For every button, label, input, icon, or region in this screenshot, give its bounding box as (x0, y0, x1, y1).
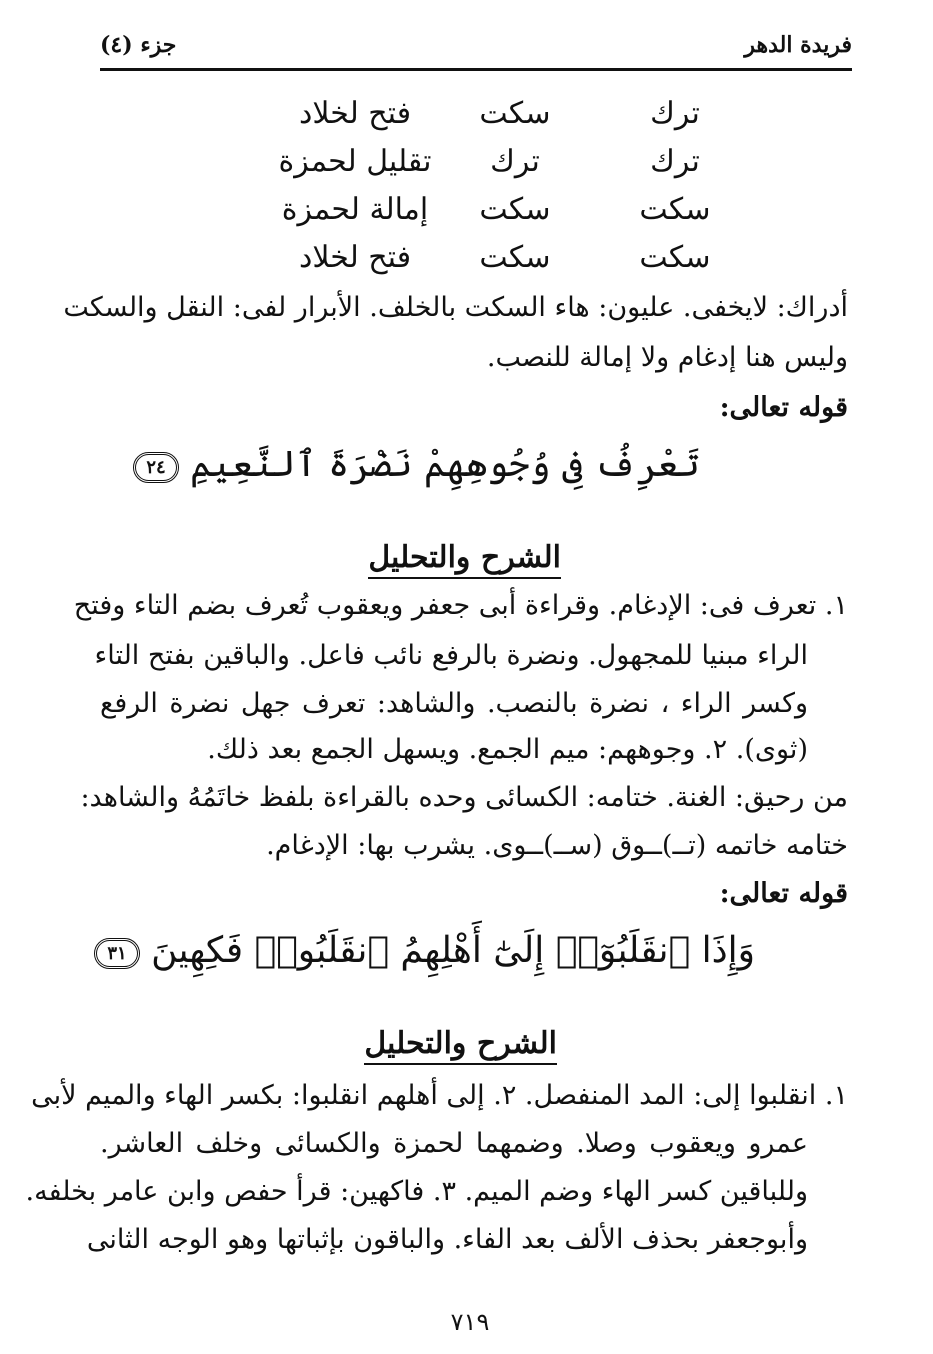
explanation-line: وللباقين كسر الهاء وضم الميم. ٣. فاكهين: قرأ حفص وابن عامر بخلفه. (25, 1176, 808, 1207)
table-cell: ترك (650, 96, 700, 131)
table-row (270, 96, 720, 144)
page-number: ٧١٩ (450, 1308, 490, 1336)
table-cell: إمالة لحمزة (281, 192, 429, 227)
intro-line: أدراك: لايخفى. عليون: هاء السكت بالخلف. الأبرار لفى: النقل والسكت (63, 292, 848, 323)
explanation-line: ختامه خاتمه (تــ)ــوق (ســ)ــوى. يشرب بها: الإدغام. (266, 830, 848, 861)
table-row (270, 192, 720, 240)
table-cell: ترك (650, 144, 700, 179)
table-row (270, 144, 720, 192)
section-title: الشرح والتحليل (368, 540, 561, 579)
book-title: فريدة الدهر (744, 32, 852, 58)
explanation-line: (ثوى). ٢. وجوههم: ميم الجمع. ويسهل الجمع بعد ذلك. (207, 734, 808, 765)
intro-line: وليس هنا إدغام ولا إمالة للنصب. (486, 342, 848, 373)
ayah-number: ٣١ (94, 938, 139, 969)
table-cell: سكت (479, 192, 551, 227)
verse-label: قوله تعالى: (719, 392, 848, 423)
page-header (100, 28, 852, 71)
readings-table (270, 96, 720, 288)
verse-text: وَإِذَا ٱنقَلَبُوٓا۟ إِلَىٰٓ أَهْلِهِمُ ٱنقَلَبُوا۟ فَكِهِينَ (151, 930, 755, 971)
table-cell: سكت (479, 96, 551, 131)
explanation-line: ١. انقلبوا إلى: المد المنفصل. ٢. إلى أهلهم انقلبوا: بكسر الهاء والميم لأبى (31, 1080, 848, 1111)
verse-text: تَعْرِفُ فِى وُجُوهِهِمْ نَضْرَةَ ٱلنَّعِيمِ (190, 444, 700, 485)
explanation-line: الراء مبنيا للمجهول. ونضرة بالرفع نائب فاعل. والباقين بفتح التاء (94, 640, 808, 671)
table-cell: ترك (490, 144, 540, 179)
table-cell: تقليل لحمزة (278, 144, 432, 179)
table-cell: فتح لخلاد (298, 240, 412, 275)
ayah-number: ٢٤ (133, 452, 178, 483)
table-cell: سكت (639, 192, 711, 227)
explanation-line: من رحيق: الغنة. ختامه: الكسائى وحده بالقراءة بلفظ خاتَمُهُ والشاهد: (80, 782, 848, 813)
section-title: الشرح والتحليل (364, 1026, 557, 1065)
table-cell: سكت (639, 240, 711, 275)
table-row (270, 240, 720, 288)
part-number: جزء (٤) (100, 32, 177, 58)
quran-verse (127, 444, 700, 485)
table-cell: سكت (479, 240, 551, 275)
quran-verse (88, 930, 755, 971)
table-cell: فتح لخلاد (298, 96, 412, 131)
explanation-line: وأبوجعفر بحذف الألف بعد الفاء. والباقون بإثباتها وهو الوجه الثانى (86, 1224, 808, 1255)
verse-label: قوله تعالى: (719, 878, 848, 909)
explanation-line: وكسر الراء ، نضرة بالنصب. والشاهد: تعرف جهل نضرة الرفع (100, 688, 808, 719)
explanation-line: ١. تعرف فى: الإدغام. وقراءة أبى جعفر ويعقوب تُعرف بضم التاء وفتح (73, 590, 848, 621)
explanation-line: عمرو ويعقوب وصلا. وضمهما لحمزة والكسائى وخلف العاشر. (100, 1128, 808, 1159)
